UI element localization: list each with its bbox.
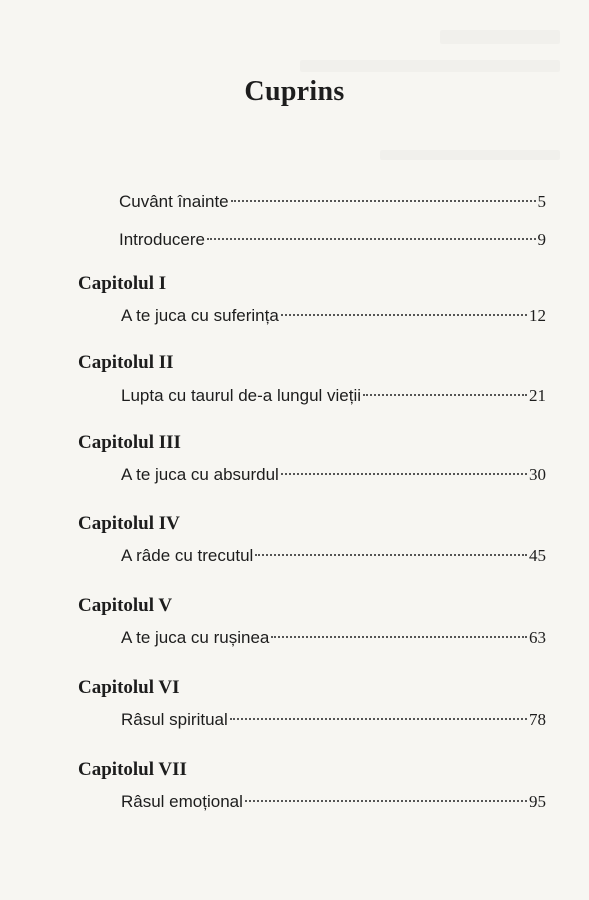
show-through-mark: [440, 30, 560, 44]
toc-entry-chapter-1: [121, 303, 546, 329]
show-through-mark: [300, 60, 560, 72]
toc-entry-chapter-3: [121, 462, 546, 488]
dot-leader: [363, 394, 527, 396]
chapter-heading: Capitolul III: [78, 432, 181, 453]
toc-entry-introduction: [119, 227, 546, 253]
toc-entry-label: A te juca cu suferința: [121, 306, 279, 325]
toc-entry-chapter-2: [121, 383, 546, 409]
toc-entry-label: A te juca cu absurdul: [121, 465, 279, 484]
dot-leader: [255, 554, 527, 556]
toc-page-number: 5: [537, 192, 546, 211]
toc-entry-foreword: [119, 189, 546, 215]
dot-leader: [271, 636, 527, 638]
toc-page-number: 78: [529, 710, 546, 729]
toc-entry-label: A râde cu trecutul: [121, 546, 254, 565]
toc-page-number: 12: [529, 306, 546, 325]
toc-page-number: 21: [529, 386, 546, 405]
dot-leader: [231, 200, 536, 202]
toc-entry-label: Râsul spiritual: [121, 710, 228, 729]
chapter-heading: Capitolul VII: [78, 759, 187, 780]
toc-entry-label: Lupta cu taurul de-a lungul vieții: [121, 386, 362, 405]
toc-page-number: 30: [529, 465, 546, 484]
show-through-mark: [380, 150, 560, 160]
dot-leader: [245, 800, 527, 802]
dot-leader: [281, 473, 527, 475]
chapter-heading: Capitolul IV: [78, 513, 180, 534]
toc-page-number: 45: [529, 546, 546, 565]
chapter-heading: Capitolul II: [78, 352, 174, 373]
chapter-heading: Capitolul I: [78, 273, 167, 294]
dot-leader: [207, 238, 536, 240]
toc-page-number: 63: [529, 628, 546, 647]
toc-entry-chapter-6: [121, 707, 546, 733]
dot-leader: [281, 314, 527, 316]
toc-entry-label: A te juca cu rușinea: [121, 628, 270, 647]
toc-page-number: 9: [537, 230, 546, 249]
chapter-heading: Capitolul V: [78, 595, 173, 616]
chapter-heading: Capitolul VI: [78, 677, 180, 698]
dot-leader: [230, 718, 527, 720]
toc-entry-label: Râsul emoțional: [121, 792, 243, 811]
toc-entry-chapter-7: [121, 789, 546, 815]
toc-entry-label: Introducere: [119, 230, 205, 249]
toc-entry-chapter-5: [121, 625, 546, 651]
toc-entry-chapter-4: [121, 543, 546, 569]
toc-entry-label: Cuvânt înainte: [119, 192, 229, 211]
toc-page-number: 95: [529, 792, 546, 811]
page-title: Cuprins: [244, 76, 345, 107]
